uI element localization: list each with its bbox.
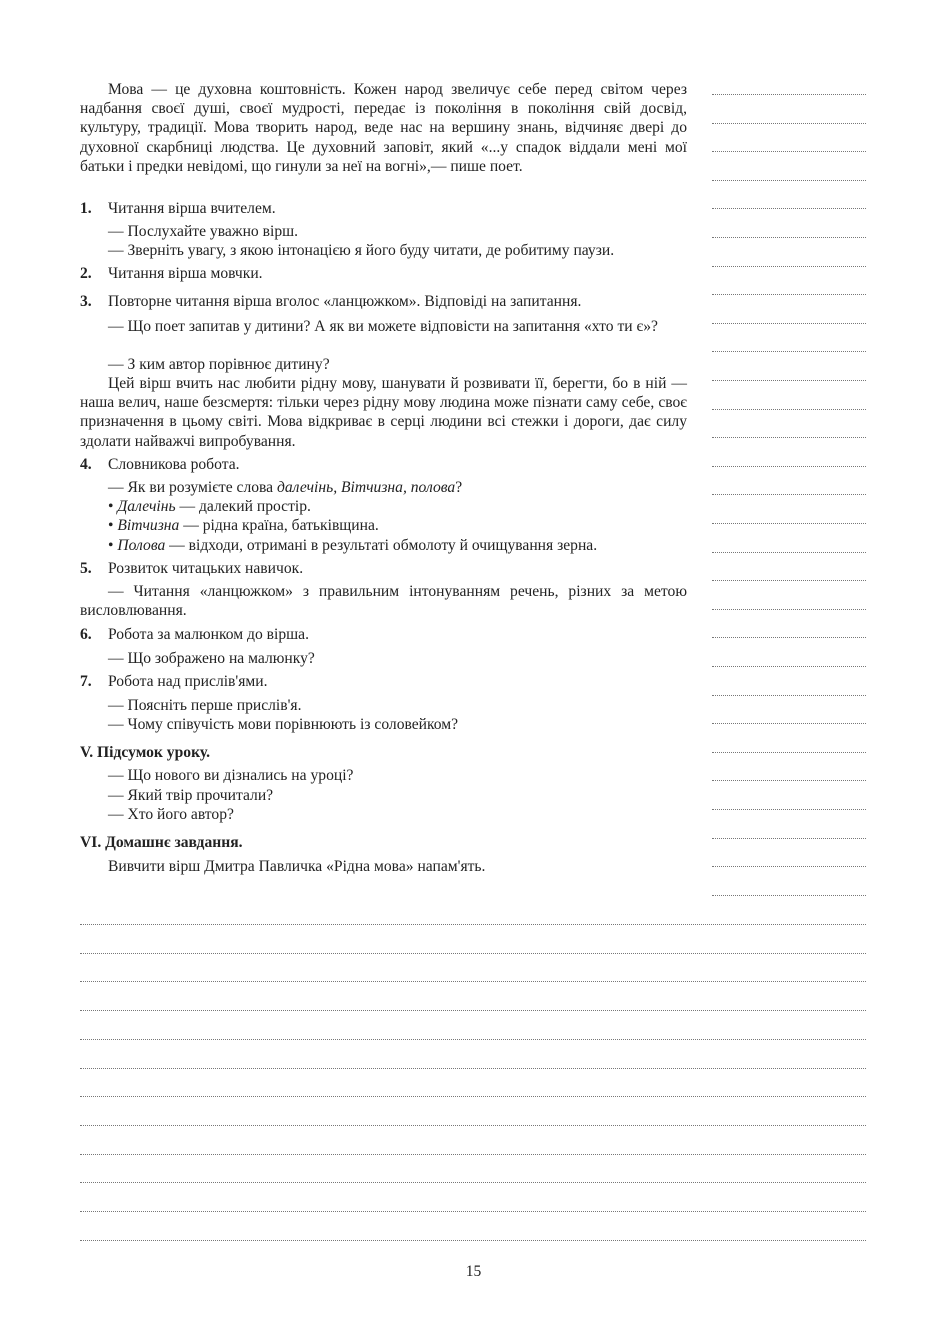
margin-note-line [712, 409, 866, 410]
margin-note-line [712, 580, 866, 581]
margin-note-line [712, 123, 866, 124]
note-line [80, 1240, 866, 1241]
item-number: 6. [80, 626, 92, 643]
margin-note-line [712, 380, 866, 381]
margin-note-line [712, 466, 866, 467]
margin-note-line [712, 351, 866, 352]
margin-note-line [712, 552, 866, 553]
margin-note-line [712, 494, 866, 495]
item-title: Словникова робота. [108, 456, 240, 473]
margin-note-line [712, 151, 866, 152]
summary-line: — Який твір прочитали? [108, 787, 274, 804]
item-6 [80, 625, 687, 644]
term: Вітчизна [117, 517, 180, 534]
item-5 [80, 559, 687, 578]
item-3 [80, 292, 687, 311]
note-line [80, 953, 866, 954]
margin-note-line [712, 866, 866, 867]
margin-note-line [712, 695, 866, 696]
item-title: Читання вірша мовчки. [108, 265, 263, 282]
margin-note-line [712, 895, 866, 896]
note-line [80, 1182, 866, 1183]
item-4-question [80, 478, 687, 497]
margin-note-line [712, 752, 866, 753]
note-line [80, 1154, 866, 1155]
margin-note-line [712, 94, 866, 95]
item-number: 1. [80, 200, 92, 217]
item-number: 3. [80, 293, 92, 310]
def: — відходи, отримані в результаті обмолоту й очищування зерна. [165, 537, 598, 554]
def: — далекий простір. [175, 498, 311, 515]
page-number: 15 [465, 1263, 482, 1280]
note-line [80, 1211, 866, 1212]
item-3-question: — З ким автор порівнює дитину? [108, 356, 330, 373]
margin-note-line [712, 780, 866, 781]
summary-line: — Що нового ви дізнались на уроці? [108, 767, 354, 784]
margin-note-line [712, 723, 866, 724]
note-line [80, 1096, 866, 1097]
text: ? [455, 479, 463, 496]
item-3-paragraph: Цей вірш вчить нас любити рідну мову, шанувати й розвивати її, берегти, бо в ній — наша велич, наше безсмертя: тільки через рідну мову людина може пізнати саму себе, своє призначення в цьому світі. Мова відкриває в серці людини всі стежки і дороги, дає силу здолати найважчі випробування. [80, 375, 687, 450]
item-title: Повторне читання вірша вголос «ланцюжком». Відповіді на запитання. [108, 293, 582, 310]
margin-note-line [712, 237, 866, 238]
margin-note-line [712, 294, 866, 295]
margin-note-line [712, 809, 866, 810]
note-line [80, 981, 866, 982]
term: Полова [117, 537, 166, 554]
margin-note-line [712, 523, 866, 524]
item-7-line: — Поясніть перше прислів'я. [108, 697, 302, 714]
item-2 [80, 264, 687, 283]
margin-note-line [712, 180, 866, 181]
item-number: 2. [80, 265, 92, 282]
words: далечінь, Вітчизна, полова [277, 479, 456, 496]
item-number: 7. [80, 673, 92, 690]
definition: • Далечінь — далекий простір. [108, 498, 311, 515]
definition: • Вітчизна — рідна країна, батьківщина. [108, 517, 379, 534]
margin-note-line [712, 609, 866, 610]
item-title: Робота за малюнком до вірша. [108, 626, 310, 643]
item-title: Розвиток читацьких навичок. [108, 560, 304, 577]
item-3-question: — Що поет запитав у дитини? А як ви можете відповісти на запитання «хто ти є»? [108, 318, 658, 335]
note-line [80, 1068, 866, 1069]
margin-note-line [712, 838, 866, 839]
item-1-line: — Послухайте уважно вірш. [108, 223, 299, 240]
section-summary-title: V. Підсумок уроку. [80, 744, 210, 761]
item-number: 4. [80, 456, 92, 473]
homework-text: Вивчити вірш Дмитра Павличка «Рідна мова» напам'ять. [108, 858, 486, 875]
margin-note-line [712, 323, 866, 324]
item-7-line: — Чому співучість мови порівнюють із соловейком? [108, 716, 459, 733]
margin-note-line [712, 208, 866, 209]
margin-note-line [712, 437, 866, 438]
item-4 [80, 455, 687, 474]
margin-note-line [712, 666, 866, 667]
section-homework-title: VI. Домашнє завдання. [80, 834, 243, 851]
margin-note-line [712, 637, 866, 638]
intro-paragraph: Мова — це духовна коштовність. Кожен народ звеличує себе перед світом через надбання своєї душі, своєї мудрості, передає із покоління в покоління свій досвід, культуру, традиції. Мова творить народ, веде нас на вершину знань, відчиняє двері до духовної скарбниці людства. Це духовний заповіт, який «...у спадок віддали мені мої батьки і предки невідомі, що гинули за неї на вогні»,— пише поет. [80, 81, 687, 175]
item-title: Читання вірша вчителем. [108, 200, 276, 217]
item-7 [80, 672, 687, 691]
term: Далечінь [117, 498, 176, 515]
item-5-line: — Читання «ланцюжком» з правильним інтонуванням речень, різних за метою висловлювання. [80, 583, 687, 620]
text: — Як ви розумієте слова [108, 479, 277, 496]
note-line [80, 924, 866, 925]
item-title: Робота над прислів'ями. [108, 673, 268, 690]
item-number: 5. [80, 560, 92, 577]
definition: • Полова — відходи, отримані в результаті обмолоту й очищування зерна. [108, 537, 598, 554]
note-line [80, 1125, 866, 1126]
margin-note-line [712, 266, 866, 267]
note-line [80, 1039, 866, 1040]
item-1 [80, 199, 687, 218]
note-line [80, 1010, 866, 1011]
item-6-line: — Що зображено на малюнку? [108, 650, 315, 667]
def: — рідна країна, батьківщина. [179, 517, 379, 534]
item-1-line: — Зверніть увагу, з якою інтонацією я його буду читати, де робитиму паузи. [108, 242, 615, 259]
summary-line: — Хто його автор? [108, 806, 234, 823]
